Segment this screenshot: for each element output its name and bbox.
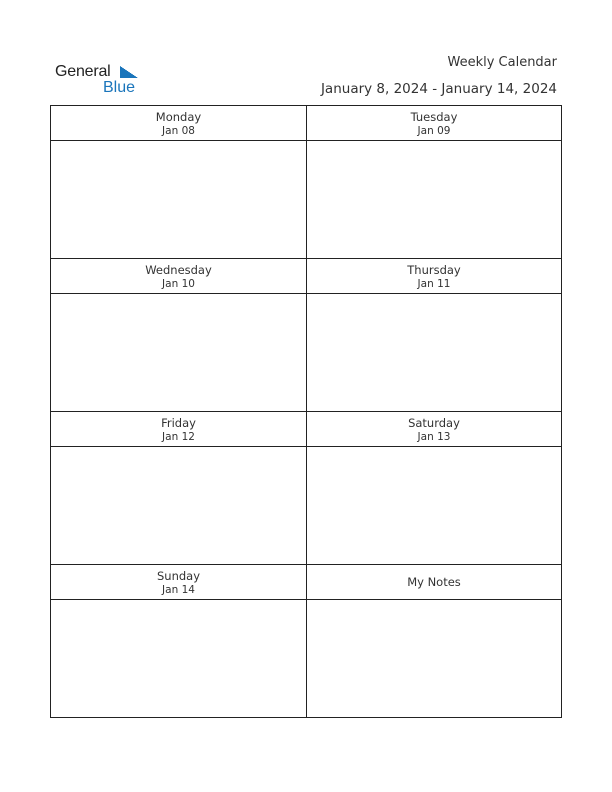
day-name: Thursday [407, 263, 461, 277]
day-date: Jan 11 [417, 278, 451, 290]
day-header-thursday [307, 259, 561, 294]
day-body-monday[interactable] [51, 141, 306, 258]
day-date: Jan 12 [162, 431, 195, 443]
calendar-grid [50, 105, 562, 718]
day-name: Monday [155, 110, 202, 124]
day-body-thursday[interactable] [307, 294, 561, 411]
day-date: Jan 10 [162, 278, 195, 290]
logo-word-general: General [55, 63, 111, 80]
day-name: Tuesday [410, 110, 458, 124]
notes-header [307, 565, 561, 600]
day-date: Jan 09 [417, 125, 451, 137]
day-name: Friday [161, 416, 196, 430]
day-name: Sunday [156, 569, 201, 583]
day-header-tuesday [307, 106, 561, 141]
day-body-sunday[interactable] [51, 600, 306, 717]
notes-body[interactable] [307, 600, 561, 717]
day-header-sunday [51, 565, 306, 600]
day-date: Jan 14 [162, 584, 195, 596]
day-header-wednesday [51, 259, 306, 294]
notes-title: My Notes [407, 575, 461, 589]
logo-word-blue: Blue [103, 79, 136, 96]
day-date: Jan 13 [417, 431, 451, 443]
day-date: Jan 08 [162, 125, 195, 137]
day-body-saturday[interactable] [307, 447, 561, 564]
day-name: Saturday [408, 416, 460, 430]
day-body-wednesday[interactable] [51, 294, 306, 411]
day-header-friday [51, 412, 306, 447]
date-range: January 8, 2024 - January 14, 2024 [320, 81, 557, 97]
day-name: Wednesday [145, 263, 212, 277]
logo-triangle-icon [120, 66, 138, 78]
day-header-saturday [307, 412, 561, 447]
logo [55, 63, 145, 97]
day-body-friday[interactable] [51, 447, 306, 564]
page-title: Weekly Calendar [447, 55, 557, 70]
day-header-monday [51, 106, 306, 141]
day-body-tuesday[interactable] [307, 141, 561, 258]
